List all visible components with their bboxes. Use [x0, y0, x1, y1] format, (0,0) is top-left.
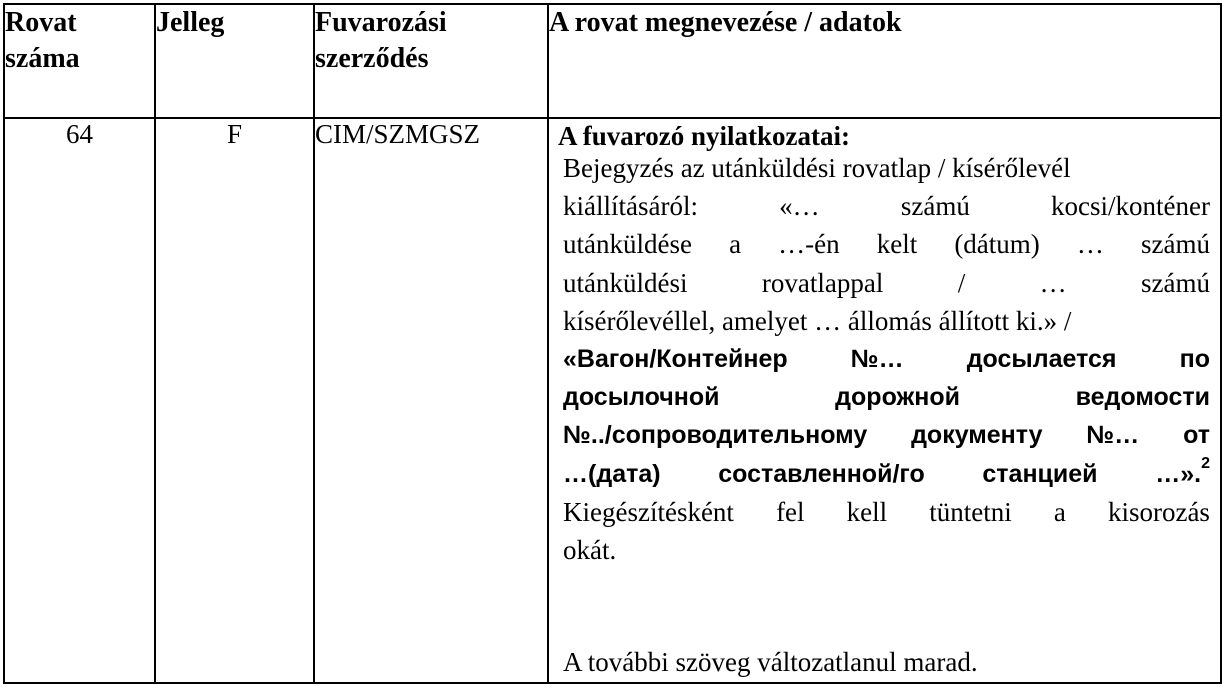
word: …: [1039, 267, 1067, 298]
word: …».: [1155, 459, 1202, 488]
header-megnevezes: [548, 4, 1221, 118]
table-row: [4, 118, 1221, 683]
word: по: [1179, 345, 1210, 374]
content-line-3: [563, 225, 1210, 263]
cell-jelleg: F: [155, 118, 314, 683]
header-fuv-line1: Fuvarozási: [315, 7, 447, 38]
header-jelleg-text: Jelleg: [156, 7, 225, 38]
header-rovat-line2: száma: [5, 43, 80, 74]
word: rovatlappal: [761, 267, 884, 298]
content-line-10: [563, 493, 1210, 531]
cell-fuvarozasi-szerzodes: CIM/SZMGSZ: [314, 118, 548, 683]
word: kisorozás: [1107, 496, 1210, 527]
content-body: [549, 149, 1220, 681]
word: kocsi/konténer: [1051, 191, 1210, 222]
header-fuvarozasi-szerzodes: [314, 4, 548, 118]
content-line-5: kísérőlevéllel, amelyet … állomás állított ki.» /: [563, 305, 1072, 336]
header-megnevezes-text: A rovat megnevezése / adatok: [549, 7, 902, 38]
word: №../сопроводительному: [563, 421, 868, 450]
content-line-1: Bejegyzés az utánküldési rovatlap / kísérőlevél: [563, 153, 1071, 183]
word: №…: [850, 345, 904, 374]
word: досылочной: [563, 383, 720, 412]
content-line-2: [563, 187, 1210, 225]
word: «Вагон/Контейнер: [563, 345, 788, 374]
header-rovat-line1: Rovat: [5, 7, 77, 38]
word: составленной/го: [718, 459, 925, 488]
header-rovat-szama: [4, 4, 155, 118]
cell-content: [548, 118, 1221, 683]
word: utánküldése: [563, 229, 692, 260]
word: kell: [846, 496, 888, 527]
word: ведомости: [1075, 383, 1210, 412]
header-row: [4, 4, 1221, 118]
content-line-6: [563, 340, 1210, 378]
word: станцией: [982, 459, 1098, 488]
word: /: [957, 267, 966, 298]
cell-rovat-szama: 64: [4, 118, 155, 683]
content-title: A fuvarozó nyilatkozatai:: [558, 121, 850, 151]
word: документу: [911, 421, 1043, 450]
word: (dátum): [954, 229, 1040, 260]
closing-note: A további szöveg változatlanul marad.: [563, 647, 978, 678]
word: a: [729, 229, 742, 260]
word: kiállításáról:: [563, 191, 698, 222]
word: …: [1076, 229, 1104, 260]
word: a: [1053, 496, 1066, 527]
word: дорожной: [835, 383, 960, 412]
footnote-marker: 2: [1201, 454, 1210, 472]
word: számú: [900, 191, 970, 222]
word: utánküldési: [563, 267, 688, 298]
word: számú: [1141, 267, 1210, 298]
content-line-11: okát.: [563, 535, 617, 566]
header-fuv-line2: szerződés: [315, 43, 429, 74]
word: №…: [1086, 421, 1140, 450]
amendment-table: [3, 3, 1222, 684]
header-jelleg: [155, 4, 314, 118]
word: kelt: [876, 229, 918, 260]
word: «…: [779, 191, 820, 222]
content-line-7: [563, 378, 1210, 416]
word: számú: [1140, 229, 1210, 260]
content-line-9: [563, 455, 1210, 493]
content-line-4: [563, 264, 1210, 302]
word: …(дата): [563, 459, 661, 488]
word: fel: [776, 496, 805, 527]
word: от: [1183, 421, 1210, 450]
word: tüntetni: [929, 496, 1012, 527]
content-line-8: [563, 416, 1210, 454]
word: …-én: [778, 229, 840, 260]
word: Kiegészítésként: [563, 496, 734, 527]
word: досылается: [966, 345, 1117, 374]
word-with-footnote: [1155, 455, 1210, 493]
